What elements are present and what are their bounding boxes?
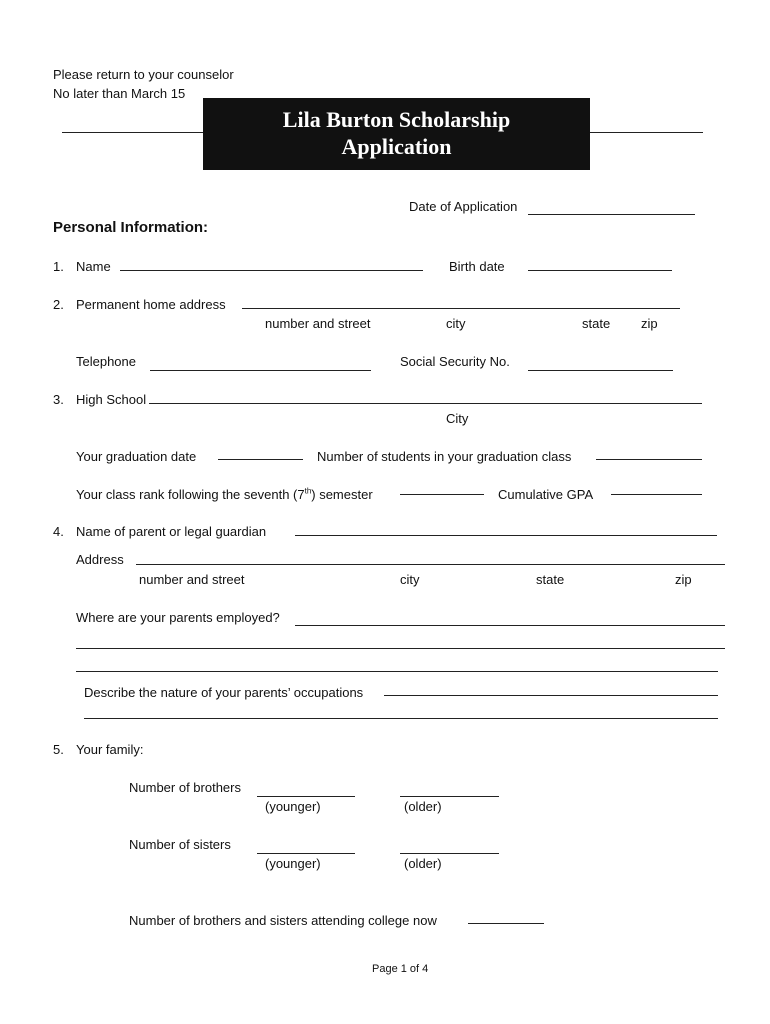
q4-number: 4.: [53, 524, 64, 539]
address-sub-zip: zip: [641, 316, 658, 331]
older-sisters-field[interactable]: [400, 853, 499, 854]
younger-sisters-field[interactable]: [257, 853, 355, 854]
permanent-address-field[interactable]: [242, 308, 680, 309]
graduation-date-field[interactable]: [218, 459, 303, 460]
permanent-address-label: Permanent home address: [76, 297, 226, 312]
date-of-application-label: Date of Application: [409, 199, 518, 214]
graduation-class-size-label: Number of students in your graduation class: [317, 449, 572, 464]
cumulative-gpa-field[interactable]: [611, 494, 702, 495]
guardian-address-sub-state: state: [536, 572, 565, 587]
header-rule-right: [590, 132, 703, 133]
parents-employed-field-line2[interactable]: [76, 648, 725, 649]
graduation-class-size-field[interactable]: [596, 459, 702, 460]
your-family-label: Your family:: [76, 742, 144, 757]
address-sub-city: city: [446, 316, 466, 331]
date-of-application-field[interactable]: [528, 214, 695, 215]
ssn-label: Social Security No.: [400, 354, 510, 369]
q2-number: 2.: [53, 297, 64, 312]
parents-occupation-field-line2[interactable]: [84, 718, 718, 719]
header-rule-left: [62, 132, 203, 133]
class-rank-field[interactable]: [400, 494, 484, 495]
younger-sisters-caption: (younger): [265, 856, 321, 871]
name-label: Name: [76, 259, 111, 274]
younger-brothers-field[interactable]: [257, 796, 355, 797]
older-brothers-field[interactable]: [400, 796, 499, 797]
q3-number: 3.: [53, 392, 64, 407]
guardian-name-field[interactable]: [295, 535, 717, 536]
q1-number: 1.: [53, 259, 64, 274]
telephone-field[interactable]: [150, 370, 371, 371]
class-rank-label-sup: th: [304, 486, 312, 496]
younger-brothers-caption: (younger): [265, 799, 321, 814]
siblings-in-college-field[interactable]: [468, 923, 544, 924]
guardian-address-sub-zip: zip: [675, 572, 692, 587]
high-school-field[interactable]: [149, 403, 702, 404]
document-title-banner: [203, 98, 590, 170]
class-rank-label-post: ) semester: [311, 487, 373, 502]
class-rank-label-pre: Your class rank following the seventh (7: [76, 487, 305, 502]
high-school-sub-city: City: [446, 411, 469, 426]
cumulative-gpa-label: Cumulative GPA: [498, 487, 594, 502]
address-sub-state: state: [582, 316, 611, 331]
siblings-in-college-label: Number of brothers and sisters attending college now: [129, 913, 437, 928]
section-title-personal-information: Personal Information:: [53, 219, 209, 236]
guardian-name-label: Name of parent or legal guardian: [76, 524, 267, 539]
parents-employed-label: Where are your parents employed?: [76, 610, 280, 625]
guardian-address-field[interactable]: [136, 564, 725, 565]
older-brothers-caption: (older): [404, 799, 442, 814]
ssn-field[interactable]: [528, 370, 673, 371]
parents-employed-field-line3[interactable]: [76, 671, 718, 672]
high-school-label: High School: [76, 392, 147, 407]
brothers-label: Number of brothers: [129, 780, 241, 795]
guardian-address-sub-street: number and street: [139, 572, 245, 587]
return-instruction: Please return to your counselor: [53, 67, 234, 82]
class-rank-label: [76, 487, 373, 503]
document-title-line1: Lila Burton Scholarship: [282, 107, 511, 132]
guardian-address-sub-city: city: [400, 572, 420, 587]
parents-occupation-label: Describe the nature of your parents’ occupations: [84, 685, 364, 700]
document-title-line2: Application: [341, 134, 452, 159]
telephone-label: Telephone: [76, 354, 136, 369]
name-field[interactable]: [120, 270, 423, 271]
sisters-label: Number of sisters: [129, 837, 231, 852]
parents-employed-field[interactable]: [295, 625, 725, 626]
page-number: Page 1 of 4: [372, 963, 429, 975]
birth-date-label: Birth date: [449, 259, 505, 274]
parents-occupation-field[interactable]: [384, 695, 718, 696]
graduation-date-label: Your graduation date: [76, 449, 197, 464]
older-sisters-caption: (older): [404, 856, 442, 871]
deadline-instruction: No later than March 15: [53, 86, 186, 101]
guardian-address-label: Address: [76, 552, 124, 567]
q5-number: 5.: [53, 742, 64, 757]
birth-date-field[interactable]: [528, 270, 672, 271]
address-sub-street: number and street: [265, 316, 371, 331]
